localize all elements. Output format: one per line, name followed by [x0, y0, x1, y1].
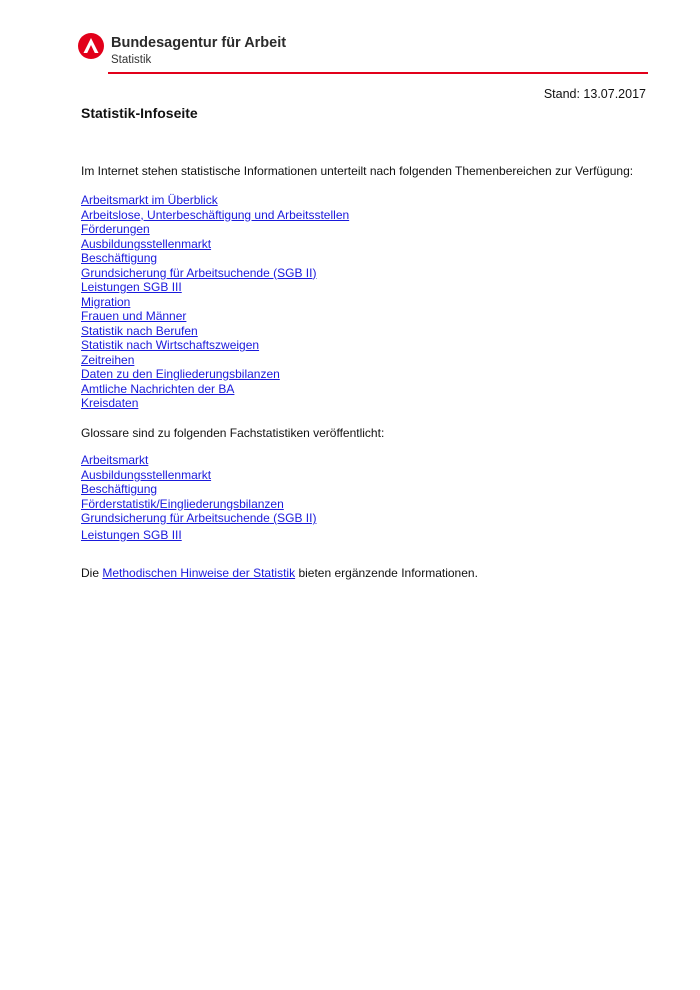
topic-link-list — [81, 193, 349, 411]
glossary-link-list — [81, 453, 316, 526]
list-item — [81, 453, 316, 468]
topic-link-kreisdaten[interactable]: Kreisdaten — [81, 396, 139, 410]
list-item — [81, 222, 349, 237]
ba-logo-icon — [78, 33, 104, 59]
methodische-hinweise-link[interactable]: Methodischen Hinweise der Statistik — [102, 566, 296, 580]
footer-suffix: bieten ergänzende Informationen. — [295, 566, 478, 580]
org-subtitle: Statistik — [111, 54, 152, 66]
list-item — [81, 338, 349, 353]
list-item — [81, 237, 349, 252]
list-item — [81, 353, 349, 368]
page-title: Statistik-Infoseite — [81, 105, 198, 121]
glossary-link-beschaeftigung[interactable]: Beschäftigung — [81, 482, 158, 496]
glossary-link-arbeitsmarkt[interactable]: Arbeitsmarkt — [81, 453, 149, 467]
intro-text: Im Internet stehen statistische Informationen unterteilt nach folgenden Themenbereichen zur Verfügung: — [81, 164, 634, 178]
list-item — [81, 324, 349, 339]
glossary-link-leistungen-sgb3[interactable]: Leistungen SGB III — [81, 528, 182, 542]
topic-link-foerderungen[interactable]: Förderungen — [81, 222, 150, 236]
topic-link-migration[interactable]: Migration — [81, 294, 131, 309]
topic-link-wirtschaftszweige[interactable]: Statistik nach Wirtschaftszweigen — [81, 338, 260, 352]
glossary-intro-text: Glossare sind zu folgenden Fachstatistiken veröffentlicht: — [81, 426, 385, 440]
list-item — [81, 208, 349, 223]
list-item — [81, 367, 349, 382]
footer-text — [81, 566, 478, 580]
page-header — [78, 33, 648, 73]
glossary-link-grundsicherung[interactable]: Grundsicherung für Arbeitsuchende (SGB II) — [81, 511, 317, 525]
list-item — [81, 251, 349, 266]
list-item — [81, 309, 349, 324]
list-item — [81, 511, 316, 526]
topic-link-berufe[interactable]: Statistik nach Berufen — [81, 323, 198, 338]
topic-link-leistungen-sgb3[interactable]: Leistungen SGB III — [81, 280, 182, 294]
stand-date: Stand: 13.07.2017 — [543, 87, 646, 101]
list-item — [81, 193, 349, 208]
topic-link-beschaeftigung[interactable]: Beschäftigung — [81, 251, 158, 265]
list-item — [81, 295, 349, 310]
topic-link-arbeitsmarkt-ueberblick[interactable]: Arbeitsmarkt im Überblick — [81, 193, 218, 207]
topic-link-zeitreihen[interactable]: Zeitreihen — [81, 352, 135, 367]
list-item — [81, 482, 316, 497]
topic-link-arbeitslose[interactable]: Arbeitslose, Unterbeschäftigung und Arbeitsstellen — [81, 207, 350, 222]
org-name: Bundesagentur für Arbeit — [111, 35, 287, 51]
list-item — [81, 468, 316, 483]
footer-prefix: Die — [81, 566, 103, 580]
list-item — [81, 266, 349, 281]
list-item — [81, 528, 182, 543]
list-item — [81, 382, 349, 397]
topic-link-frauen-maenner[interactable]: Frauen und Männer — [81, 309, 187, 323]
list-item — [81, 396, 349, 411]
topic-link-amtliche-nachrichten[interactable]: Amtliche Nachrichten der BA — [81, 381, 235, 396]
list-item — [81, 280, 349, 295]
topic-link-grundsicherung[interactable]: Grundsicherung für Arbeitsuchende (SGB II) — [81, 265, 317, 280]
glossary-link-foerderstatistik[interactable]: Förderstatistik/Eingliederungsbilanzen — [81, 496, 284, 511]
glossary-extra-list — [81, 528, 182, 543]
topic-link-eingliederungsbilanzen[interactable]: Daten zu den Eingliederungsbilanzen — [81, 367, 280, 381]
glossary-link-ausbildungsstellenmarkt[interactable]: Ausbildungsstellenmarkt — [81, 467, 212, 482]
list-item — [81, 497, 316, 512]
topic-link-ausbildungsstellenmarkt[interactable]: Ausbildungsstellenmarkt — [81, 236, 212, 251]
header-divider — [108, 72, 648, 74]
